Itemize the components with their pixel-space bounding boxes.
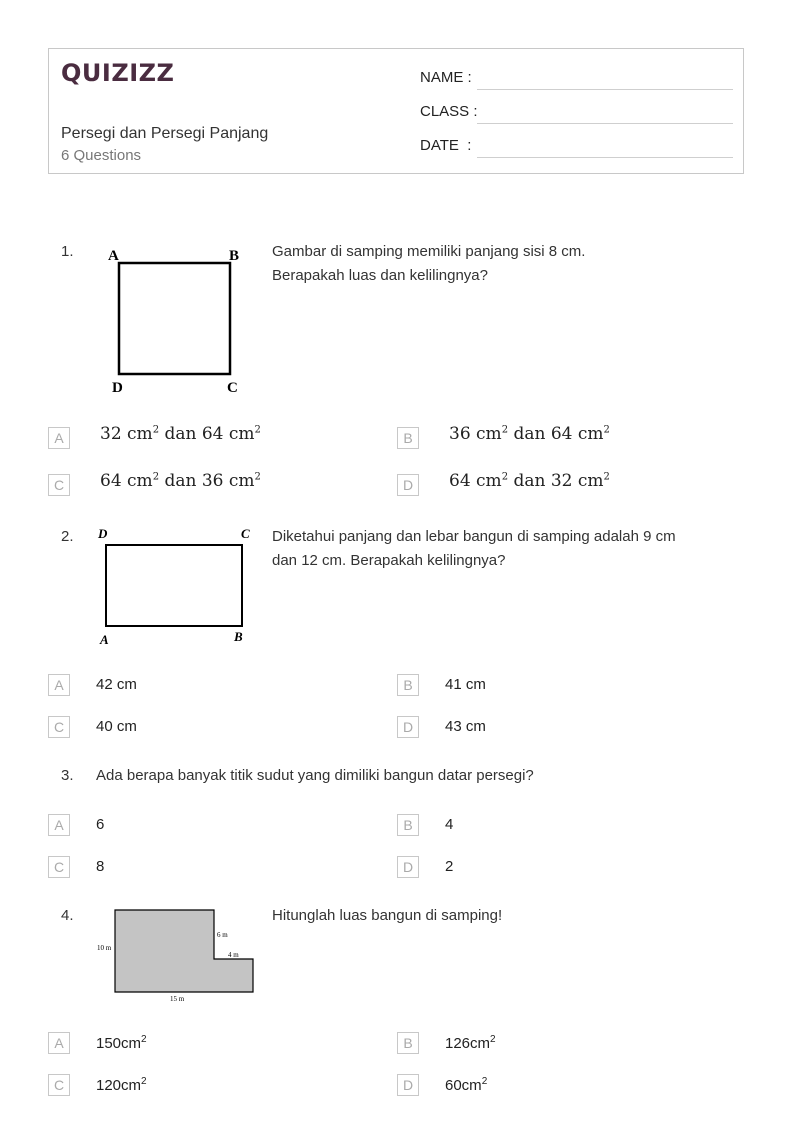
dimension-label-4m: 4 m <box>228 951 239 959</box>
option-c-box[interactable]: C <box>48 1074 70 1096</box>
question-text: Gambar di samping memiliki panjang sisi 8 cm. Berapakah luas dan kelilingnya? <box>272 243 586 284</box>
vertex-label-a: A <box>108 248 119 264</box>
rectangle-shape <box>106 545 242 626</box>
dimension-label-10m: 10 m <box>97 944 112 952</box>
option-a-text[interactable]: 42 cm <box>96 676 137 693</box>
option-a-box[interactable]: A <box>48 814 70 836</box>
vertex-label-c: C <box>227 380 238 396</box>
option-a-box[interactable]: A <box>48 1032 70 1054</box>
option-c-box[interactable]: C <box>48 856 70 878</box>
option-d-box[interactable]: D <box>397 716 419 738</box>
option-b-box[interactable]: B <box>397 674 419 696</box>
question-number: 4. <box>61 907 74 924</box>
option-c-text[interactable]: 8 <box>96 858 105 875</box>
name-label: NAME : <box>420 69 472 86</box>
option-d-text[interactable]: 2 <box>445 858 454 875</box>
question-text: Ada berapa banyak titik sudut yang dimiliki bangun datar persegi? <box>96 767 534 784</box>
dimension-label-15m: 15 m <box>170 995 185 1003</box>
date-field[interactable] <box>477 157 733 158</box>
vertex-label-b: B <box>234 629 243 644</box>
square-shape <box>119 263 230 374</box>
option-a-text[interactable]: $150cm^2$ <box>96 1034 147 1052</box>
vertex-label-d: D <box>112 380 123 396</box>
option-a-box[interactable]: A <box>48 427 70 449</box>
rectangle-figure <box>94 523 260 649</box>
option-b-text[interactable]: $126cm^2$ <box>445 1034 496 1052</box>
option-d-text[interactable]: $60cm^2$ <box>445 1076 488 1094</box>
name-field[interactable] <box>477 89 733 90</box>
vertex-label-c: C <box>241 526 250 541</box>
dimension-label-6m: 6 m <box>217 931 228 939</box>
quizizz-logo: QUIZIZZ <box>61 59 175 87</box>
class-label: CLASS : <box>420 103 478 120</box>
option-a-box[interactable]: A <box>48 674 70 696</box>
question-number: 1. <box>61 243 74 260</box>
option-c-box[interactable]: C <box>48 716 70 738</box>
class-field[interactable] <box>477 123 733 124</box>
square-figure <box>100 244 250 400</box>
vertex-label-b: B <box>229 248 240 264</box>
option-b-box[interactable]: B <box>397 1032 419 1054</box>
option-c-box[interactable]: C <box>48 474 70 496</box>
option-b-text[interactable]: 36 $cm^2$ dan 64 $cm^2$ <box>449 424 610 444</box>
option-d-text[interactable]: 64 $cm^2$ dan 32 $cm^2$ <box>449 471 610 491</box>
option-b-box[interactable]: B <box>397 814 419 836</box>
option-b-box[interactable]: B <box>397 427 419 449</box>
question-count: 6 Questions <box>61 147 142 164</box>
option-d-box[interactable]: D <box>397 1074 419 1096</box>
option-a-text[interactable]: 32 $cm^2$ dan 64 $cm^2$ <box>100 424 261 444</box>
option-d-text[interactable]: 43 cm <box>445 718 486 735</box>
option-c-text[interactable]: $120cm^2$ <box>96 1076 147 1094</box>
question-text: Hitunglah luas bangun di samping! <box>272 907 503 924</box>
option-b-text[interactable]: 4 <box>445 816 454 833</box>
option-c-text[interactable]: 40 cm <box>96 718 137 735</box>
worksheet-title: Persegi dan Persegi Panjang <box>61 125 269 142</box>
option-b-text[interactable]: 41 cm <box>445 676 486 693</box>
l-shape-figure <box>94 905 260 1007</box>
vertex-label-a: A <box>100 632 109 647</box>
option-a-text[interactable]: 6 <box>96 816 105 833</box>
question-number: 3. <box>61 767 74 784</box>
date-label: DATE : <box>420 137 472 154</box>
worksheet-header <box>48 48 744 174</box>
vertex-label-d: D <box>98 526 108 541</box>
option-d-box[interactable]: D <box>397 474 419 496</box>
question-number: 2. <box>61 528 74 545</box>
option-c-text[interactable]: 64 $cm^2$ dan 36 $cm^2$ <box>100 471 261 491</box>
question-text: Diketahui panjang dan lebar bangun di samping adalah 9 cm dan 12 cm. Berapakah kelilingnya? <box>272 528 676 569</box>
option-d-box[interactable]: D <box>397 856 419 878</box>
